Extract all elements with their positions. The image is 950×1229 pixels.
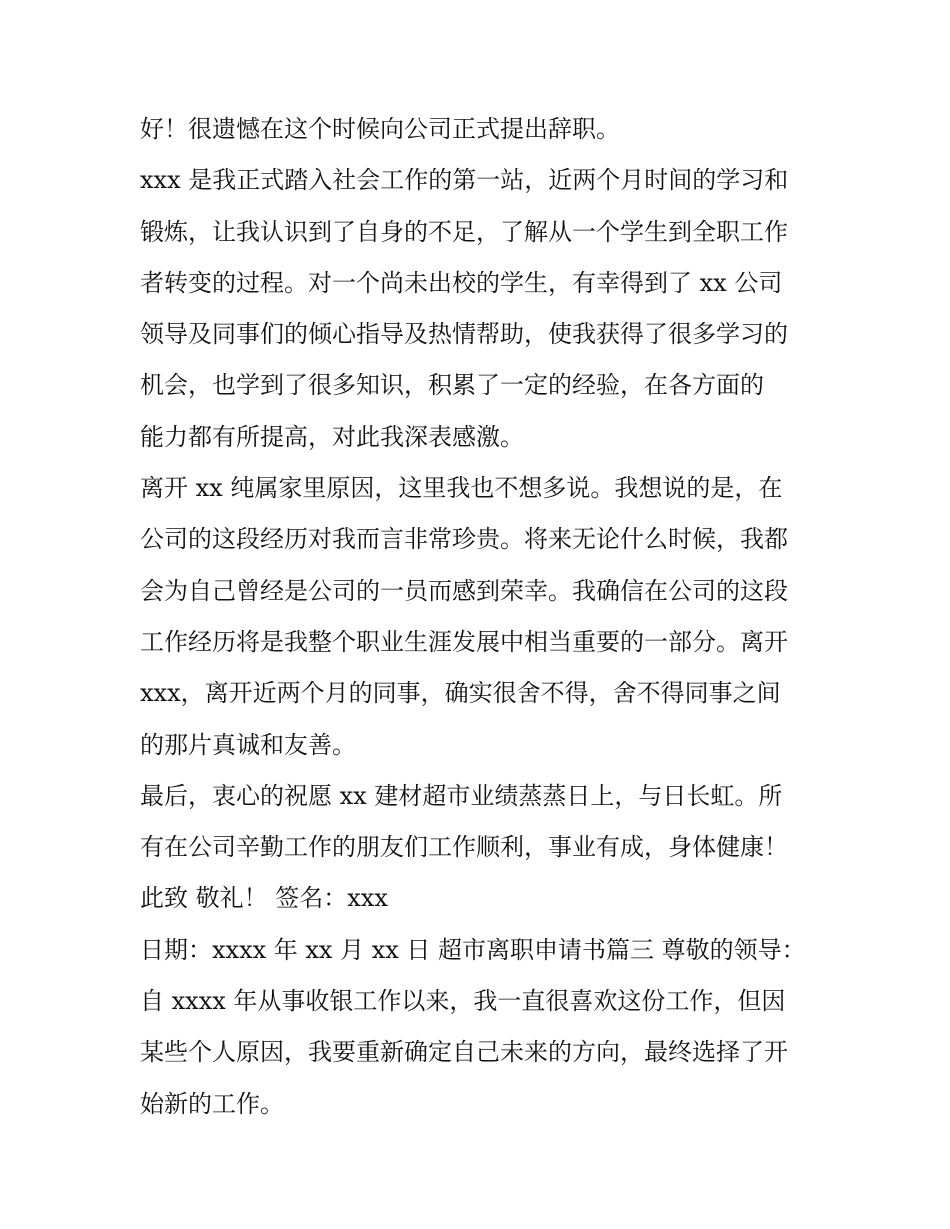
document-body [140, 104, 830, 1130]
text-line: 会为自己曾经是公司的一员而感到荣幸。我确信在公司的这段 [140, 576, 788, 605]
text-line: 者转变的过程。对一个尚未出校的学生，有幸得到了 xx 公司 [140, 268, 783, 297]
text-line: 好！很遗憾在这个时候向公司正式提出辞职。 [140, 115, 620, 143]
text-line: xxx 是我正式踏入社会工作的第一站，近两个月时间的学习和 [140, 166, 789, 195]
text-line: xxx，离开近两个月的同事，确实很舍不得，舍不得同事之间 [140, 679, 781, 708]
text-line: 能力都有所提高，对此我深表感激。 [140, 422, 524, 451]
text-line: 始新的工作。 [140, 1089, 284, 1118]
text-line: 自 xxxx 年从事收银工作以来，我一直很喜欢这份工作，但因 [140, 987, 786, 1016]
text-line: 工作经历将是我整个职业生涯发展中相当重要的一部分。离开 [140, 627, 788, 656]
text-line: 的那片真诚和友善。 [140, 730, 356, 759]
text-line: 离开 xx 纯属家里原因，这里我也不想多说。我想说的是，在 [140, 474, 783, 503]
text-line: 锻炼，让我认识到了自身的不足，了解从一个学生到全职工作 [140, 217, 788, 246]
text-line: 机会，也学到了很多知识，积累了一定的经验，在各方面的 [140, 371, 764, 400]
text-line: 有在公司辛勤工作的朋友们工作顺利，事业有成，身体健康！ [140, 833, 788, 862]
text-line: 领导及同事们的倾心指导及热情帮助，使我获得了很多学习的 [140, 320, 788, 349]
text-line: 某些个人原因，我要重新确定自己未来的方向，最终选择了开 [140, 1038, 788, 1067]
text-line: 日期：xxxx 年 xx 月 xx 日 超市离职申请书篇三 尊敬的领导： [140, 935, 806, 964]
text-line: 此致 敬礼！ 签名：xxx [140, 884, 388, 913]
text-line: 最后，衷心的祝愿 xx 建材超市业绩蒸蒸日上，与日长虹。所 [140, 781, 783, 810]
text-line: 公司的这段经历对我而言非常珍贵。将来无论什么时候，我都 [140, 525, 788, 554]
